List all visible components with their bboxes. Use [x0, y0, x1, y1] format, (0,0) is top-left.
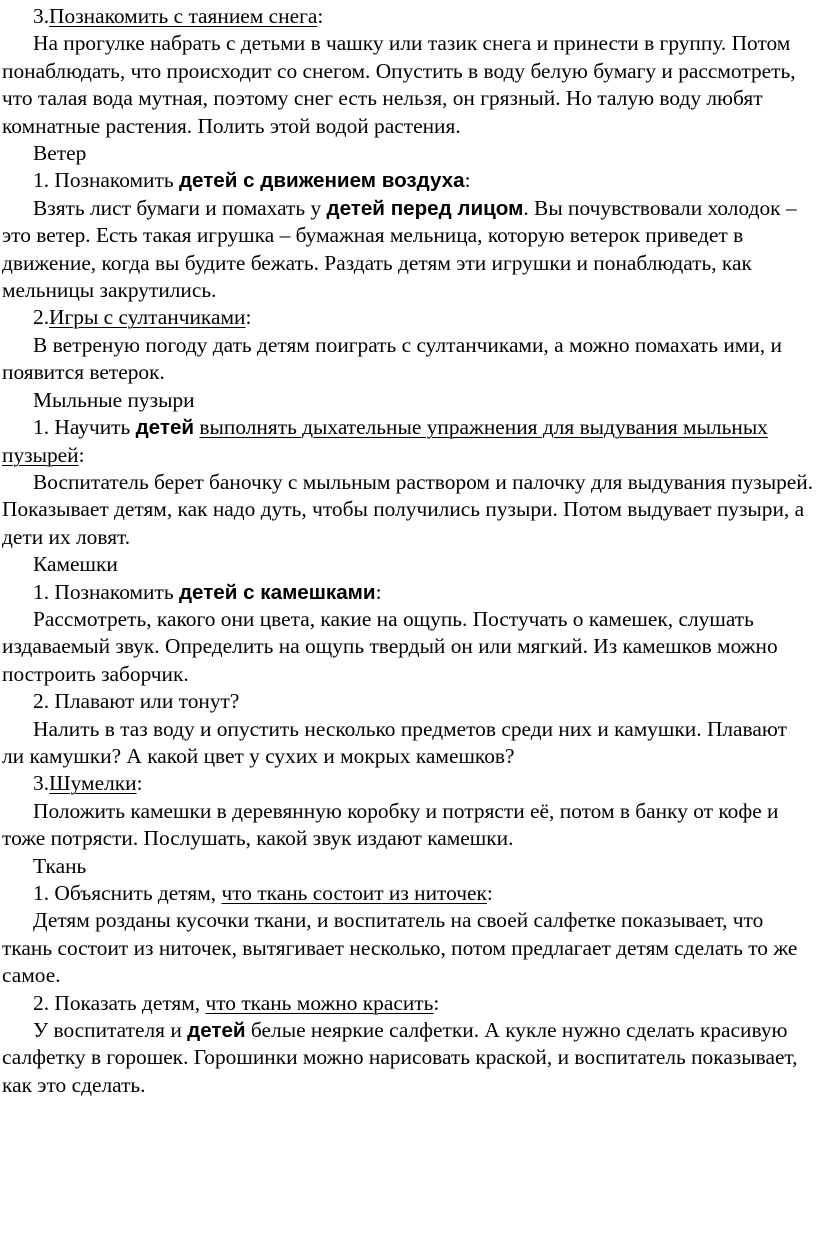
wind-item2-number: 2. — [33, 305, 50, 330]
fabric-item2-body-post: белые неяркие салфетки. А кукле нужно сделать красивую салфетку в горошек. Горошинки можно нарисовать краской, и воспитатель показывает, как это сделать. — [2, 1018, 798, 1097]
stones-item3-number: 3. — [33, 771, 50, 796]
wind-item2-body: В ветреную погоду дать детям поиграть с султанчиками, а можно помахать ими, и появится ветерок. — [2, 332, 782, 385]
fabric-item1-heading — [2, 880, 814, 907]
fabric-title: Ткань — [33, 853, 87, 878]
bubbles-item1-bold: детей — [135, 416, 195, 440]
wind-item1-bold: детей с движением воздуха — [178, 169, 465, 193]
fabric-item2-body — [2, 1017, 814, 1099]
stones-item3-title: Шумелки — [49, 771, 137, 796]
stones-item1-heading — [2, 579, 814, 606]
bubbles-item1-heading — [2, 414, 814, 469]
wind-item2-colon: : — [245, 305, 252, 330]
stones-item3-body: Положить камешки в деревянную коробку и потрясти её, потом в банку от кофе и тоже потрясти. Послушать, какой звук издают камешки. — [2, 798, 779, 851]
wind-item1-body-bold: детей перед лицом — [326, 196, 524, 220]
fabric-item2-body-bold: детей — [187, 1019, 246, 1043]
fabric-item1-prefix: 1. Объяснить детям, — [33, 881, 222, 905]
stones-item3-colon: : — [136, 771, 143, 796]
stones-item2-heading: 2. Плавают или тонут? — [33, 689, 240, 714]
bubbles-item1-underlined: выполнять дыхательные упражнения для выдувания мыльных пузырей — [2, 415, 768, 467]
snow-heading — [2, 3, 814, 30]
bubbles-item1-body: Воспитатель берет баночку с мыльным раствором и палочку для выдувания пузырей. Показывает детям, как надо дуть, чтобы получились пузыри. Потом выдувает пузыри, а дети их ловят. — [2, 469, 814, 549]
wind-item1-body-pre: Взять лист бумаги и помахать у — [33, 195, 327, 220]
wind-title: Ветер — [33, 141, 87, 166]
wind-item1-heading — [2, 167, 814, 194]
stones-item1-body: Рассмотреть, какого они цвета, какие на ощупь. Постучать о камешек, слушать издаваемый звук. Определить на ощупь твердый он или мягкий. Из камешков можно построить заборчик. — [2, 606, 778, 686]
stones-title: Камешки — [33, 552, 118, 577]
wind-item1-prefix: 1. Познакомить — [33, 168, 179, 193]
stones-item1-prefix: 1. Познакомить — [33, 579, 179, 604]
wind-item1-colon: : — [464, 168, 471, 193]
fabric-item2-prefix: 2. Показать детям, — [33, 990, 206, 1015]
wind-item2-title: Игры с султанчиками — [49, 305, 246, 330]
stones-item3-heading — [2, 770, 814, 797]
snow-heading-number: 3. — [33, 4, 50, 28]
stones-item1-colon: : — [375, 579, 382, 604]
fabric-item1-underlined: что ткань состоит из ниточек — [221, 881, 487, 905]
bubbles-title: Мыльные пузыри — [33, 387, 195, 412]
bubbles-item1-colon: : — [78, 442, 85, 467]
fabric-item2-underlined: что ткань можно красить — [205, 990, 434, 1015]
fabric-item1-body: Детям розданы кусочки ткани, и воспитатель на своей салфетке показывает, что ткань состоит из ниточек, вытягивает несколько, потом предлагает детям сделать то же самое. — [2, 908, 798, 988]
snow-heading-title: Познакомить с таянием снега — [49, 4, 318, 28]
snow-heading-colon: : — [317, 4, 324, 28]
stones-item1-bold: детей с камешками — [178, 580, 376, 604]
fabric-item2-heading — [2, 990, 814, 1017]
fabric-item2-body-pre: У воспитателя и — [33, 1018, 188, 1043]
bubbles-item1-prefix: 1. Научить — [33, 415, 136, 440]
wind-item1-body — [2, 195, 814, 305]
snow-body: На прогулке набрать с детьми в чашку или тазик снега и принести в группу. Потом понаблюдать, что происходит со снегом. Опустить в воду белую бумагу и рассмотреть, что талая вода мутная, поэтому снег есть нельзя, он грязный. Но талую воду любят комнатные растения. Полить этой водой растения. — [2, 31, 796, 138]
wind-item2-heading — [2, 304, 814, 331]
fabric-item1-colon: : — [486, 881, 493, 905]
fabric-item2-colon: : — [433, 990, 440, 1015]
stones-item2-body: Налить в таз воду и опустить несколько предметов среди них и камушки. Плавают ли камушки? А какой цвет у сухих и мокрых камешков? — [2, 716, 787, 768]
wind-item1-body-post: . Вы почувствовали холодок – это ветер. Есть такая игрушка – бумажная мельница, которую ветерок приведет в движение, когда вы будите бежать. Раздать детям эти игрушки и понаблюдать, как мельницы закрутились. — [2, 195, 797, 303]
